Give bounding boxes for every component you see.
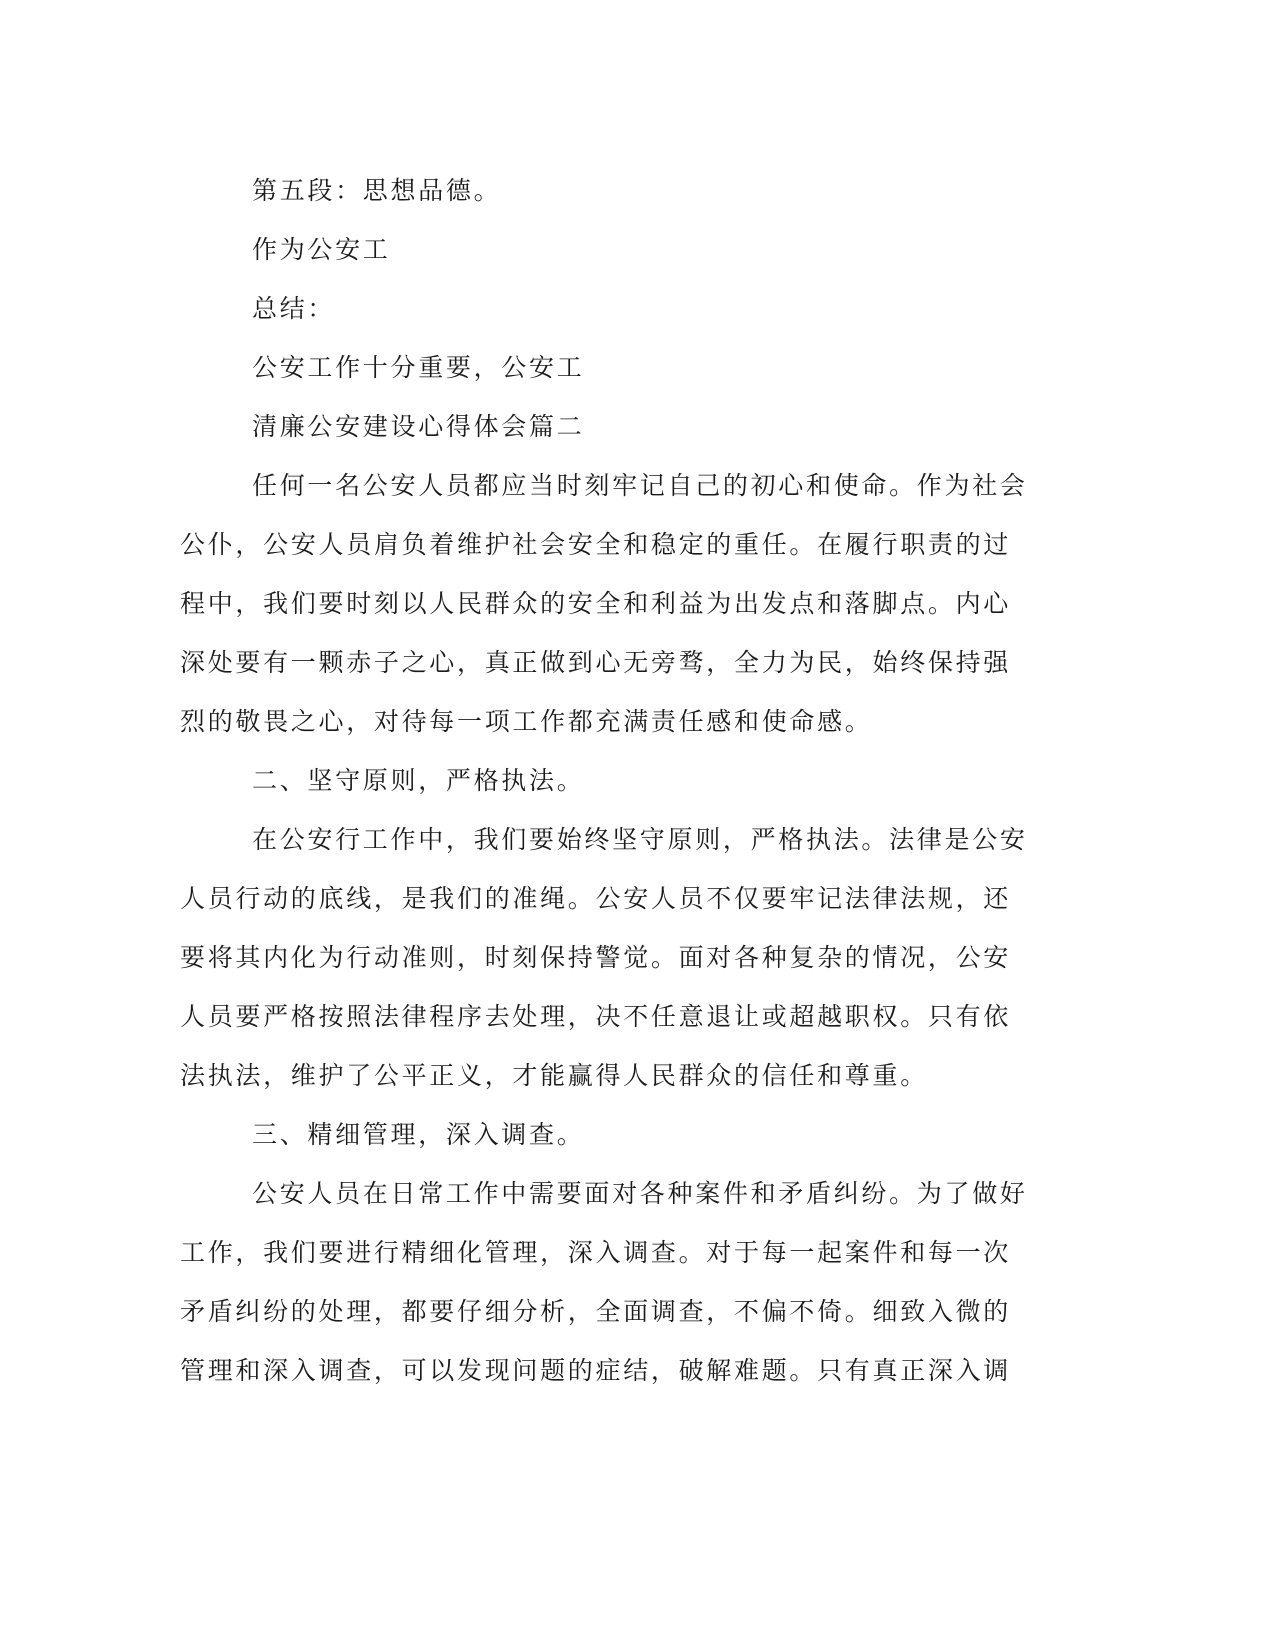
- paragraph-investigation: [180, 1164, 1036, 1400]
- paragraph-row: 程中，我们要时刻以人民群众的安全和利益为出发点和落脚点。内心: [180, 589, 1012, 618]
- paragraph-row: 公安人员在日常工作中需要面对各种案件和矛盾纠纷。为了做好: [252, 1179, 1028, 1208]
- article-title: 清廉公安建设心得体会篇二: [252, 412, 585, 441]
- paragraph-row: 人员行动的底线，是我们的准绳。公安人员不仅要牢记法律法规，还: [180, 884, 1012, 913]
- paragraph-row: 在公安行工作中，我们要始终坚守原则，严格执法。法律是公安: [252, 825, 1028, 854]
- summary-label: 总结：: [252, 294, 336, 323]
- paragraph-row: 矛盾纠纷的处理，都要仔细分析，全面调查，不偏不倚。细致入微的: [180, 1297, 1012, 1326]
- heading-section-five: 第五段：思想品德。: [252, 176, 502, 205]
- heading-management: 三、精细管理，深入调查。: [252, 1120, 585, 1149]
- paragraph-row: 深处要有一颗赤子之心，真正做到心无旁骛，全力为民，始终保持强: [180, 648, 1012, 677]
- paragraph-row: 烈的敬畏之心，对待每一项工作都充满责任感和使命感。: [180, 707, 873, 736]
- paragraph-row: 任何一名公安人员都应当时刻牢记自己的初心和使命。作为社会: [252, 471, 1028, 500]
- heading-principles: 二、坚守原则，严格执法。: [252, 766, 585, 795]
- paragraph-row: 要将其内化为行动准则，时刻保持警觉。面对各种复杂的情况，公安: [180, 943, 1012, 972]
- paragraph-law-enforcement: [180, 810, 1036, 1105]
- paragraph-row: 公仆，公安人员肩负着维护社会安全和稳定的重任。在履行职责的过: [180, 530, 1012, 559]
- summary-line: 公安工作十分重要，公安工: [252, 353, 585, 382]
- paragraph-row: 工作，我们要进行精细化管理，深入调查。对于每一起案件和每一次: [180, 1238, 1012, 1267]
- paragraph-mission: [180, 456, 1036, 751]
- paragraph-row: 法执法，维护了公平正义，才能赢得人民群众的信任和尊重。: [180, 1061, 928, 1090]
- fragment-line: 作为公安工: [252, 235, 391, 264]
- paragraph-row: 人员要严格按照法律程序去处理，决不任意退让或超越职权。只有依: [180, 1002, 1012, 1031]
- paragraph-row: 管理和深入调查，可以发现问题的症结，破解难题。只有真正深入调: [180, 1356, 1012, 1385]
- document-body: [180, 161, 1036, 1400]
